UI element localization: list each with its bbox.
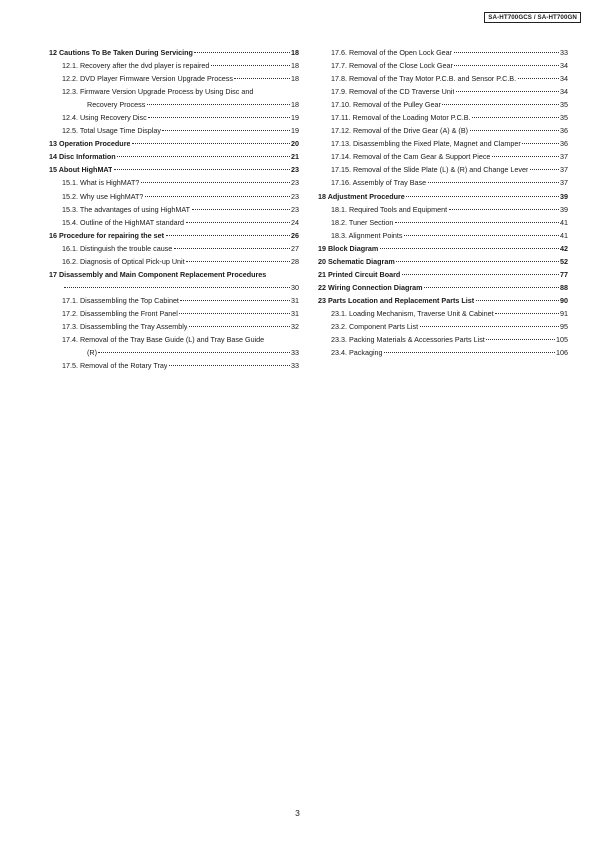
dot-leader [472,116,558,118]
toc-chapter-entry[interactable] [49,150,299,163]
toc-entry-page: 19 [291,113,299,123]
toc-section-entry[interactable] [49,320,299,333]
toc-entry-page: 105 [556,335,568,345]
toc-entry-title: 17.3. Disassembling the Tray Assembly [62,321,188,331]
toc-column-left [49,46,299,372]
toc-entry-page: 77 [560,269,568,279]
dot-leader [406,195,558,197]
dot-leader [442,103,558,105]
toc-section-entry[interactable] [318,72,568,85]
dot-leader [211,64,290,66]
toc-entry-title: 18.1. Required Tools and Equipment [331,204,448,214]
toc-entry-page: 24 [291,217,299,227]
toc-entry-title: 17.8. Removal of the Tray Motor P.C.B. and Sensor P.C.B. [331,74,517,84]
toc-section-entry[interactable] [49,203,299,216]
toc-entry-title: 17.16. Assembly of Tray Base [331,178,427,188]
toc-entry-title: 17.1. Disassembling the Top Cabinet [62,295,179,305]
toc-entry-page: 95 [560,321,568,331]
toc-section-entry[interactable] [49,111,299,124]
toc-entry-page: 36 [560,126,568,136]
toc-section-entry[interactable] [318,333,568,346]
dot-leader [64,286,290,288]
toc-entry-title: 19 Block Diagram [318,243,379,253]
toc-entry-page: 41 [560,230,568,240]
toc-entry-title: 17.5. Removal of the Rotary Tray [62,361,168,371]
toc-entry-page: 52 [560,256,568,266]
toc-section-entry[interactable] [49,216,299,229]
toc-entry-title: 15.3. The advantages of using HighMAT [62,204,190,214]
toc-section-entry[interactable] [49,176,299,189]
toc-section-entry[interactable] [318,124,568,137]
dot-leader [454,64,558,66]
toc-chapter-entry[interactable] [49,268,299,281]
toc-section-entry[interactable] [49,333,299,346]
dot-leader [424,286,558,288]
toc-entry-page: 33 [560,48,568,57]
toc-entry-title: 17.15. Removal of the Slide Plate (L) & (R) and Change Lever [331,165,529,175]
toc-entry-page: 35 [560,113,568,123]
toc-entry-page: 27 [291,243,299,253]
toc-entry-page: 90 [560,295,568,305]
toc-section-entry[interactable] [318,320,568,333]
toc-section-entry[interactable] [49,190,299,203]
toc-entry-page: 34 [560,61,568,71]
toc-entry-title: 12.3. Firmware Version Upgrade Process by Using Disc and [62,87,254,97]
toc-section-entry[interactable] [49,359,299,372]
dot-leader [234,77,289,79]
toc-section-entry[interactable] [318,46,568,59]
toc-chapter-entry[interactable] [49,163,299,176]
toc-entry-page: 28 [291,256,299,266]
dot-leader [179,312,289,314]
toc-entry-title: 21 Printed Circuit Board [318,269,401,279]
dot-leader [402,273,559,275]
dot-leader [98,351,289,353]
toc-entry-page: 18 [291,100,299,110]
toc-chapter-entry[interactable] [318,294,568,307]
dot-leader [530,168,559,170]
toc-entry-page: 37 [560,178,568,188]
toc-entry-title: 17.7. Removal of the Close Lock Gear [331,61,453,71]
toc-entry-title: 12.1. Recovery after the dvd player is repaired [62,61,210,71]
toc-section-entry[interactable] [318,229,568,242]
toc-section-entry[interactable] [318,111,568,124]
toc-entry-page: 21 [291,152,299,162]
toc-entry-continuation[interactable] [49,98,299,111]
toc-entry-page: 18 [291,74,299,84]
toc-section-entry[interactable] [318,98,568,111]
toc-chapter-entry[interactable] [318,268,568,281]
page-number: 3 [295,808,300,818]
toc-chapter-entry[interactable] [318,190,568,203]
toc-entry-title: 15.4. Outline of the HighMAT standard [62,217,184,227]
toc-entry-continuation[interactable] [49,346,299,359]
toc-section-entry[interactable] [318,307,568,320]
toc-entry-title: 20 Schematic Diagram [318,256,395,266]
toc-section-entry[interactable] [318,85,568,98]
toc-section-entry[interactable] [49,294,299,307]
dot-leader [454,51,559,53]
dot-leader [174,247,290,249]
toc-entry-title: 17 Disassembly and Main Component Replacement Procedures [49,269,267,279]
toc-entry-page: 34 [560,74,568,84]
toc-entry-page: 23 [291,191,299,201]
toc-chapter-entry[interactable] [318,242,568,255]
dot-leader [162,129,289,131]
toc-entry-title: 12.4. Using Recovery Disc [62,113,147,123]
dot-leader [404,234,558,236]
dot-leader [180,299,289,301]
toc-entry-page: 42 [560,243,568,253]
dot-leader [148,116,289,118]
toc-entry-title: 16.2. Diagnosis of Optical Pick-up Unit [62,256,185,266]
toc-section-entry[interactable] [318,176,568,189]
toc-entry-page: 88 [560,282,568,292]
toc-entry-title: 17.4. Removal of the Tray Base Guide (L) and Tray Base Guide [62,335,265,345]
toc-entry-page: 18 [291,48,299,57]
dot-leader [186,260,289,262]
dot-leader [428,181,559,183]
toc-entry-title: 17.13. Disassembling the Fixed Plate, Magnet and Clamper [331,139,521,149]
toc-entry-title: 14 Disc Information [49,152,116,162]
toc-section-entry[interactable] [49,59,299,72]
toc-section-entry[interactable] [318,59,568,72]
toc-section-entry[interactable] [318,216,568,229]
toc-entry-continuation[interactable] [49,281,299,294]
dot-leader [192,208,290,210]
toc-entry-title: 23 Parts Location and Replacement Parts List [318,295,475,305]
dot-leader [189,325,290,327]
dot-leader [518,77,559,79]
dot-leader [476,299,559,301]
dot-leader [492,155,559,157]
dot-leader [495,312,558,314]
toc-entry-page: 32 [291,321,299,331]
toc-entry-title: Recovery Process [87,100,146,110]
dot-leader [384,351,554,353]
toc-entry-title: 17.11. Removal of the Loading Motor P.C.B. [331,113,471,123]
toc-entry-page: 33 [291,361,299,371]
toc-entry-title: 22 Wiring Connection Diagram [318,282,423,292]
toc-entry-title: 23.4. Packaging [331,348,383,358]
toc-entry-title: 12 Cautions To Be Taken During Servicing [49,48,193,57]
toc-entry-title: 13 Operation Procedure [49,139,131,149]
dot-leader [186,221,290,223]
toc-entry-page: 41 [560,217,568,227]
toc-entry-page: 36 [560,139,568,149]
toc-entry-title: 17.9. Removal of the CD Traverse Unit [331,87,455,97]
toc-entry-page: 31 [291,295,299,305]
dot-leader [456,90,559,92]
toc-entry-title: 23.1. Loading Mechanism, Traverse Unit & Cabinet [331,308,494,318]
toc-section-entry[interactable] [318,137,568,150]
toc-section-entry[interactable] [318,150,568,163]
toc-entry-title: 23.2. Component Parts List [331,321,419,331]
toc-section-entry[interactable] [49,242,299,255]
toc-entry-title: 17.6. Removal of the Open Lock Gear [331,48,453,57]
toc-section-entry[interactable] [49,124,299,137]
toc-chapter-entry[interactable] [49,229,299,242]
toc-entry-page: 18 [291,61,299,71]
dot-leader [114,168,290,170]
toc-entry-page: 20 [291,139,299,149]
dot-leader [380,247,559,249]
dot-leader [145,195,290,197]
toc-section-entry[interactable] [49,72,299,85]
toc-entry-page: 19 [291,126,299,136]
toc-entry-title: 17.12. Removal of the Drive Gear (A) & (B) [331,126,469,136]
toc-entry-page: 23 [291,178,299,188]
toc-section-entry[interactable] [49,85,299,98]
toc-chapter-entry[interactable] [318,255,568,268]
toc-entry-page: 34 [560,87,568,97]
toc-entry-title: 12.5. Total Usage Time Display [62,126,161,136]
toc-entry-page: 91 [560,308,568,318]
toc-entry-title: 15.2. Why use HighMAT? [62,191,144,201]
toc-entry-title: 18.2. Tuner Section [331,217,394,227]
toc-entry-title: (R) [87,348,97,358]
dot-leader [470,129,559,131]
toc-entry-title: 15 About HighMAT [49,165,113,175]
dot-leader [486,338,554,340]
toc-entry-title: 16.1. Distinguish the trouble cause [62,243,173,253]
toc-entry-title: 18 Adjustment Procedure [318,191,405,201]
toc-entry-page: 37 [560,165,568,175]
dot-leader [522,142,558,144]
toc-entry-page: 39 [560,191,568,201]
toc-section-entry[interactable] [49,307,299,320]
toc-column-right [318,46,568,359]
toc-entry-title: 12.2. DVD Player Firmware Version Upgrade Process [62,74,233,84]
toc-entry-title: 18.3. Alignment Points [331,230,403,240]
toc-entry-page: 37 [560,152,568,162]
toc-section-entry[interactable] [318,163,568,176]
dot-leader [194,51,289,53]
toc-chapter-entry[interactable] [49,46,299,59]
dot-leader [449,208,559,210]
dot-leader [132,142,290,144]
toc-entry-title: 17.10. Removal of the Pulley Gear [331,100,441,110]
toc-entry-page: 33 [291,348,299,358]
toc-entry-title: 15.1. What is HighMAT? [62,178,140,188]
toc-entry-page: 26 [291,230,299,240]
toc-entry-title: 16 Procedure for repairing the set [49,230,165,240]
toc-entry-title: 17.2. Disassembling the Front Panel [62,308,178,318]
dot-leader [147,103,290,105]
dot-leader [396,260,558,262]
toc-section-entry[interactable] [49,255,299,268]
dot-leader [420,325,559,327]
dot-leader [395,221,559,223]
model-number-box: SA-HT700GCS / SA-HT700GN [484,12,581,23]
dot-leader [117,155,289,157]
toc-entry-page: 39 [560,204,568,214]
toc-entry-title: 23.3. Packing Materials & Accessories Parts List [331,335,485,345]
dot-leader [166,234,290,236]
toc-entry-page: 31 [291,308,299,318]
toc-entry-page: 23 [291,204,299,214]
toc-entry-page: 35 [560,100,568,110]
toc-section-entry[interactable] [318,203,568,216]
toc-section-entry[interactable] [318,346,568,359]
toc-entry-page: 30 [291,282,299,292]
toc-entry-title: 17.14. Removal of the Cam Gear & Support Piece [331,152,491,162]
toc-chapter-entry[interactable] [318,281,568,294]
toc-chapter-entry[interactable] [49,137,299,150]
toc-entry-page: 23 [291,165,299,175]
dot-leader [169,364,290,366]
dot-leader [141,181,290,183]
toc-entry-page: 106 [556,348,568,358]
